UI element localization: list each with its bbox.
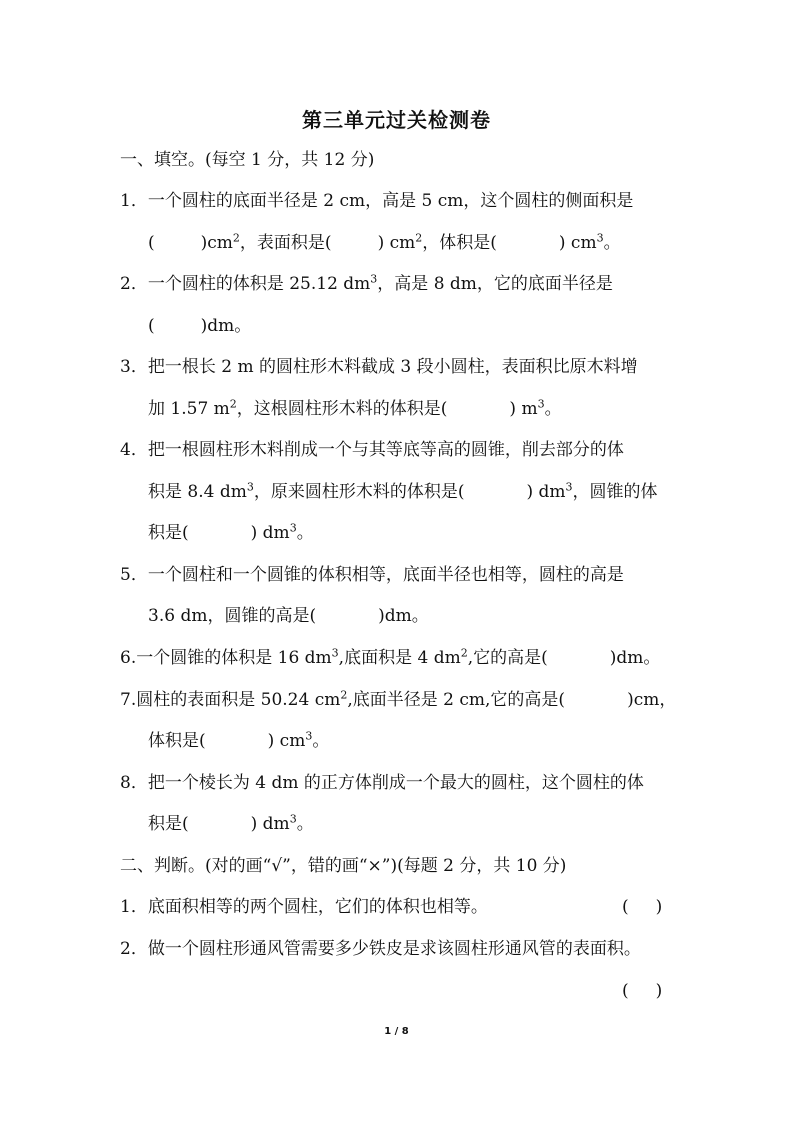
question-8-line-1: 8．把一个棱长为 4 dm 的正方体削成一个最大的圆柱，这个圆柱的体 xyxy=(120,773,644,793)
text: 。 xyxy=(603,233,621,253)
text: 积是 8.4 dm xyxy=(148,482,247,502)
superscript: 2 xyxy=(415,231,423,245)
question-2-line-2 xyxy=(148,314,251,338)
question-6-line-1 xyxy=(120,646,660,670)
question-1-line-1: 1．一个圆柱的底面半径是 2 cm，高是 5 cm，这个圆柱的侧面积是 xyxy=(120,191,634,211)
text: 。 xyxy=(312,731,330,751)
text: ) dm xyxy=(250,523,290,543)
question-3-line-2 xyxy=(148,397,562,421)
text: ,底面半径是 2 cm,它的高是( xyxy=(347,690,566,710)
text: 。 xyxy=(296,814,314,834)
question-3-line-1: 3．把一根长 2 m 的圆柱形木料截成 3 段小圆柱，表面积比原木料增 xyxy=(120,357,638,377)
text: )dm。 xyxy=(200,316,252,336)
judge-question-1: 1．底面积相等的两个圆柱，它们的体积也相等。 xyxy=(120,897,488,917)
text: ) cm xyxy=(267,731,306,751)
section-1-heading: 一、填空。(每空 1 分，共 12 分) xyxy=(120,150,375,170)
question-5-line-2 xyxy=(148,604,429,628)
text: )dm。 xyxy=(378,606,429,626)
superscript: 3 xyxy=(331,646,339,660)
question-4-line-3 xyxy=(148,521,314,545)
text: ，表面积是( xyxy=(239,233,332,253)
question-7-line-2 xyxy=(148,729,329,753)
text: ) cm xyxy=(377,233,416,253)
text: 加 1.57 m xyxy=(148,399,230,419)
text: ，圆锥的体 xyxy=(572,482,658,502)
question-7-line-1 xyxy=(120,688,676,712)
text: ( xyxy=(148,233,155,253)
text: )cm， xyxy=(627,690,677,710)
superscript: 3 xyxy=(537,397,545,411)
question-5-line-1: 5．一个圆柱和一个圆锥的体积相等，底面半径也相等，圆柱的高是 xyxy=(120,565,624,585)
text: ) m xyxy=(509,399,538,419)
text: )dm。 xyxy=(609,648,661,668)
superscript: 2 xyxy=(340,688,348,702)
section-2-heading: 二、判断。(对的画“√”，错的画“×”)(每题 2 分，共 10 分) xyxy=(120,856,567,876)
text: ) cm xyxy=(558,233,597,253)
text: )cm xyxy=(200,233,233,253)
question-1-line-2 xyxy=(148,231,621,255)
text: 。 xyxy=(544,399,562,419)
superscript: 3 xyxy=(289,521,297,535)
superscript: 3 xyxy=(596,231,604,245)
text: ，这根圆柱形木料的体积是( xyxy=(236,399,448,419)
judge-question-2: 2．做一个圆柱形通风管需要多少铁皮是求该圆柱形通风管的表面积。 xyxy=(120,939,641,959)
page-title: 第三单元过关检测卷 xyxy=(302,108,491,132)
superscript: 3 xyxy=(246,480,254,494)
answer-parentheses[interactable]: ( ) xyxy=(622,981,663,1001)
text: 体积是( xyxy=(148,731,206,751)
superscript: 3 xyxy=(565,480,573,494)
superscript: 2 xyxy=(460,646,468,660)
text: 。 xyxy=(296,523,314,543)
text: ，高是 8 dm，它的底面半径是 xyxy=(377,274,613,294)
text: 2．一个圆柱的体积是 25.12 dm xyxy=(120,274,371,294)
superscript: 2 xyxy=(232,231,240,245)
text: 积是( xyxy=(148,523,189,543)
question-8-line-2 xyxy=(148,812,314,836)
text: ,底面积是 4 dm xyxy=(338,648,461,668)
text: ，原来圆柱形木料的体积是( xyxy=(253,482,465,502)
page-number: 1 / 8 xyxy=(384,1026,409,1037)
answer-parentheses[interactable]: ( ) xyxy=(622,897,663,917)
text: 3.6 dm，圆锥的高是( xyxy=(148,606,317,626)
text: 积是( xyxy=(148,814,189,834)
text: ) dm xyxy=(526,482,566,502)
question-2-line-1 xyxy=(120,272,613,296)
superscript: 3 xyxy=(289,812,297,826)
superscript: 2 xyxy=(229,397,237,411)
text: 6.一个圆锥的体积是 16 dm xyxy=(120,648,332,668)
text: ) dm xyxy=(250,814,290,834)
text: ( xyxy=(148,316,155,336)
text: 7.圆柱的表面积是 50.24 cm xyxy=(120,690,341,710)
text: ，体积是( xyxy=(422,233,497,253)
question-4-line-1: 4．把一根圆柱形木料削成一个与其等底等高的圆锥，削去部分的体 xyxy=(120,440,624,460)
question-4-line-2 xyxy=(148,480,658,504)
superscript: 3 xyxy=(370,272,378,286)
text: ,它的高是( xyxy=(467,648,548,668)
superscript: 3 xyxy=(305,729,313,743)
